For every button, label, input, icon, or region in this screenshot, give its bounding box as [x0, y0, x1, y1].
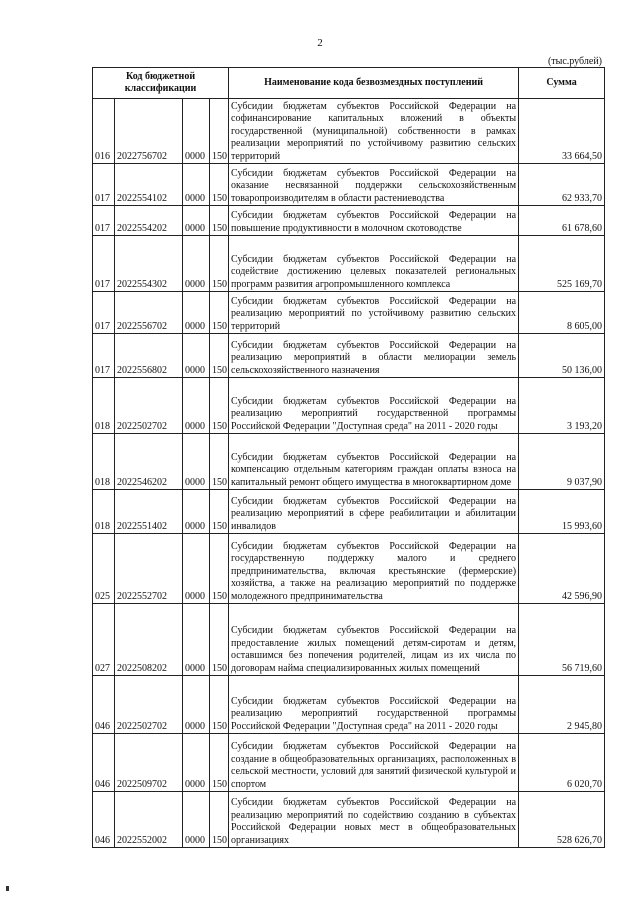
cell-admin-code: 017	[93, 206, 115, 236]
table-row	[93, 604, 605, 676]
cell-group-code: 150	[210, 534, 229, 604]
table-row	[93, 434, 605, 490]
table-row	[93, 99, 605, 164]
cell-group-code: 150	[210, 434, 229, 490]
cell-subtype-code: 0000	[183, 676, 210, 734]
cell-budget-code: 2022554102	[115, 164, 183, 206]
table-row	[93, 292, 605, 334]
cell-subtype-code: 0000	[183, 734, 210, 792]
cell-subtype-code: 0000	[183, 99, 210, 164]
cell-budget-code: 2022551402	[115, 490, 183, 534]
cell-admin-code: 017	[93, 292, 115, 334]
cell-subtype-code: 0000	[183, 236, 210, 292]
header-name: Наименование кода безвозмездных поступлений	[229, 68, 519, 99]
scan-mark	[6, 886, 9, 891]
cell-budget-code: 2022502702	[115, 676, 183, 734]
table-body	[93, 99, 605, 848]
cell-subtype-code: 0000	[183, 490, 210, 534]
cell-subtype-code: 0000	[183, 164, 210, 206]
cell-sum: 6 020,70	[519, 734, 605, 792]
cell-group-code: 150	[210, 378, 229, 434]
cell-admin-code: 018	[93, 378, 115, 434]
cell-subtype-code: 0000	[183, 378, 210, 434]
cell-description: Субсидии бюджетам субъектов Российской Федерации на создание в общеобразовательных организациях, расположенных в сельской местности, условий для занятий физической культурой и спортом	[229, 734, 519, 792]
cell-sum: 3 193,20	[519, 378, 605, 434]
cell-description: Субсидии бюджетам субъектов Российской Федерации на реализацию мероприятий государственной программы Российской Федерации "Доступная среда" на 2011 - 2020 годы	[229, 378, 519, 434]
cell-sum: 2 945,80	[519, 676, 605, 734]
cell-subtype-code: 0000	[183, 292, 210, 334]
table-row	[93, 236, 605, 292]
cell-budget-code: 2022552702	[115, 534, 183, 604]
cell-description: Субсидии бюджетам субъектов Российской Федерации на реализацию мероприятий в области мелиорации земель сельскохозяйственного назначения	[229, 334, 519, 378]
cell-group-code: 150	[210, 490, 229, 534]
cell-admin-code: 017	[93, 334, 115, 378]
table-row	[93, 676, 605, 734]
cell-description: Субсидии бюджетам субъектов Российской Федерации на софинансирование капитальных вложений в объекты государственной (муниципальной) собственности в рамках реализации мероприятий по устойчивому развитию сельских территорий	[229, 99, 519, 164]
cell-budget-code: 2022508202	[115, 604, 183, 676]
cell-sum: 525 169,70	[519, 236, 605, 292]
table-row	[93, 734, 605, 792]
cell-subtype-code: 0000	[183, 334, 210, 378]
cell-group-code: 150	[210, 792, 229, 848]
cell-budget-code: 2022552002	[115, 792, 183, 848]
cell-description: Субсидии бюджетам субъектов Российской Федерации на реализацию мероприятий по устойчивому развитию сельских территорий	[229, 292, 519, 334]
budget-table	[92, 67, 605, 848]
cell-budget-code: 2022756702	[115, 99, 183, 164]
table-row	[93, 792, 605, 848]
cell-admin-code: 018	[93, 490, 115, 534]
cell-admin-code: 017	[93, 164, 115, 206]
cell-budget-code: 2022502702	[115, 378, 183, 434]
cell-admin-code: 046	[93, 734, 115, 792]
cell-group-code: 150	[210, 734, 229, 792]
cell-admin-code: 018	[93, 434, 115, 490]
cell-sum: 8 605,00	[519, 292, 605, 334]
cell-subtype-code: 0000	[183, 792, 210, 848]
page-number: 2	[317, 37, 323, 49]
table-header-row	[93, 68, 605, 99]
cell-sum: 62 933,70	[519, 164, 605, 206]
cell-sum: 42 596,90	[519, 534, 605, 604]
cell-sum: 56 719,60	[519, 604, 605, 676]
cell-admin-code: 016	[93, 99, 115, 164]
cell-description: Субсидии бюджетам субъектов Российской Федерации на реализацию мероприятий государственной программы Российской Федерации "Доступная среда" на 2011 - 2020 годы	[229, 676, 519, 734]
cell-budget-code: 2022546202	[115, 434, 183, 490]
table-row	[93, 534, 605, 604]
cell-admin-code: 017	[93, 236, 115, 292]
table-row	[93, 490, 605, 534]
cell-subtype-code: 0000	[183, 434, 210, 490]
table-row	[93, 164, 605, 206]
cell-budget-code: 2022554202	[115, 206, 183, 236]
cell-admin-code: 025	[93, 534, 115, 604]
cell-subtype-code: 0000	[183, 206, 210, 236]
cell-budget-code: 2022509702	[115, 734, 183, 792]
cell-budget-code: 2022554302	[115, 236, 183, 292]
cell-sum: 528 626,70	[519, 792, 605, 848]
cell-description: Субсидии бюджетам субъектов Российской Федерации на содействие достижению целевых показателей региональных программ развития агропромышленного комплекса	[229, 236, 519, 292]
cell-description: Субсидии бюджетам субъектов Российской Федерации на оказание несвязанной поддержки сельскохозяйственным товаропроизводителям в области растениеводства	[229, 164, 519, 206]
cell-group-code: 150	[210, 206, 229, 236]
header-sum: Сумма	[519, 68, 605, 99]
cell-sum: 61 678,60	[519, 206, 605, 236]
cell-group-code: 150	[210, 334, 229, 378]
cell-group-code: 150	[210, 676, 229, 734]
cell-group-code: 150	[210, 99, 229, 164]
cell-subtype-code: 0000	[183, 604, 210, 676]
cell-sum: 50 136,00	[519, 334, 605, 378]
cell-description: Субсидии бюджетам субъектов Российской Федерации на реализацию мероприятий по содействию созданию в субъектах Российской Федерации новых мест в общеобразовательных организациях	[229, 792, 519, 848]
cell-sum: 9 037,90	[519, 434, 605, 490]
cell-description: Субсидии бюджетам субъектов Российской Федерации на компенсацию отдельным категориям граждан оплаты взноса на капитальный ремонт общего имущества в многоквартирном доме	[229, 434, 519, 490]
cell-group-code: 150	[210, 164, 229, 206]
cell-admin-code: 046	[93, 676, 115, 734]
cell-sum: 33 664,50	[519, 99, 605, 164]
cell-description: Субсидии бюджетам субъектов Российской Федерации на предоставление жилых помещений детям-сиротам и детям, оставшимся без попечения родителей, лицам из их числа по договорам найма специализированных жилых помещений	[229, 604, 519, 676]
cell-description: Субсидии бюджетам субъектов Российской Федерации на реализацию мероприятий в сфере реабилитации и абилитации инвалидов	[229, 490, 519, 534]
cell-admin-code: 027	[93, 604, 115, 676]
table-row	[93, 334, 605, 378]
table-row	[93, 206, 605, 236]
cell-budget-code: 2022556802	[115, 334, 183, 378]
cell-group-code: 150	[210, 292, 229, 334]
header-code: Код бюджетной классификации	[93, 68, 229, 99]
cell-sum: 15 993,60	[519, 490, 605, 534]
cell-description: Субсидии бюджетам субъектов Российской Федерации на государственную поддержку малого и среднего предпринимательства, включая крестьянские (фермерские) хозяйства, а также на реализацию мероприятий по поддержке молодежного предпринимательства	[229, 534, 519, 604]
cell-group-code: 150	[210, 604, 229, 676]
cell-admin-code: 046	[93, 792, 115, 848]
cell-description: Субсидии бюджетам субъектов Российской Федерации на повышение продуктивности в молочном скотоводстве	[229, 206, 519, 236]
cell-group-code: 150	[210, 236, 229, 292]
cell-subtype-code: 0000	[183, 534, 210, 604]
table-row	[93, 378, 605, 434]
cell-budget-code: 2022556702	[115, 292, 183, 334]
units-label: (тыс.рублей)	[547, 56, 602, 67]
